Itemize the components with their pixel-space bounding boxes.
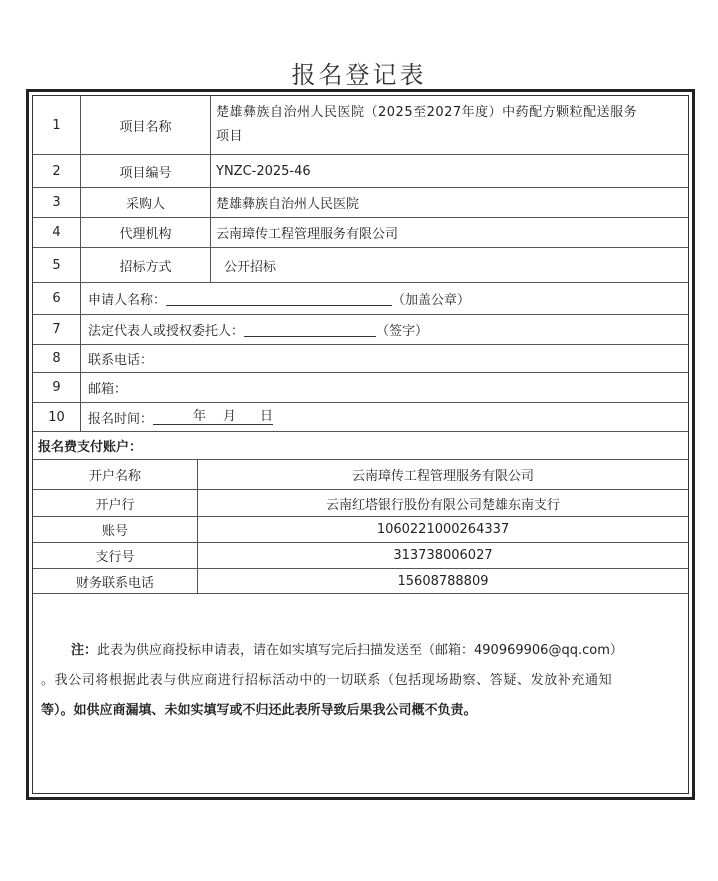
day-label: 日: [260, 409, 274, 424]
account-number-value: 1060221000264337: [376, 522, 510, 537]
month-label: 月: [223, 409, 237, 424]
row-6-number: 6: [52, 291, 61, 306]
branch-number-value: 313738006027: [393, 548, 493, 563]
representative-row: [88, 315, 428, 344]
bank-label: 开户行: [95, 497, 135, 513]
payment-account-heading: 报名费支付账户：: [38, 440, 143, 455]
account-name-value: 云南璋传工程管理服务有限公司: [351, 469, 534, 484]
form-table: [32, 95, 689, 794]
applicant-name-label: 申请人名称：: [88, 293, 167, 308]
account-name-label: 开户名称: [88, 469, 141, 484]
contact-phone-label: 联系电话：: [88, 353, 154, 368]
row-8-number: 8: [52, 351, 61, 366]
project-name-line2: 项目: [216, 129, 244, 144]
row-10-number: 10: [48, 409, 65, 425]
applicant-name-row: [88, 283, 470, 314]
row-9-number: 9: [52, 380, 61, 395]
note-text-3: 等）。: [41, 703, 74, 718]
project-name-value: [216, 96, 688, 154]
agency-value: 云南璋传工程管理服务有限公司: [216, 227, 399, 242]
year-label: 年: [193, 409, 207, 424]
applicant-seal-note: （加盖公章）: [392, 293, 471, 308]
row-4-label: 代理机构: [119, 227, 172, 242]
form-frame: [26, 89, 695, 800]
bidding-method-value: 公开招标: [224, 259, 277, 275]
purchaser-value: 楚雄彝族自治州人民医院: [216, 197, 360, 212]
registration-time-row: [88, 403, 273, 431]
row-1-number: 1: [52, 117, 61, 133]
row-1-label: 项目名称: [119, 119, 172, 135]
branch-number-label: 支行号: [95, 550, 135, 565]
registration-date-blank[interactable]: [153, 409, 273, 425]
finance-phone-value: 15608788809: [397, 573, 489, 589]
representative-label: 法定代表人或授权委托人：: [88, 324, 245, 339]
representative-sign-note: （签字）: [376, 324, 429, 339]
registration-time-label: 报名时间：: [88, 411, 154, 427]
project-name-line1: 楚雄彝族自治州人民医院（2025至2027年度）中药配方颗粒配送服务: [216, 105, 638, 120]
account-number-label: 账号: [101, 524, 128, 539]
row-2-label: 项目编号: [119, 165, 172, 181]
note-line-1: [41, 636, 687, 666]
applicant-name-blank[interactable]: [166, 291, 392, 306]
note-block: [41, 636, 687, 726]
row-4-number: 4: [52, 225, 61, 240]
email-label: 邮箱：: [88, 382, 128, 397]
bank-value: 云南红塔银行股份有限公司楚雄东南支行: [325, 497, 560, 513]
row-3-number: 3: [52, 195, 61, 210]
row-5-number: 5: [52, 257, 61, 273]
finance-phone-label: 财务联系电话: [75, 575, 154, 591]
project-number-value: YNZC-2025-46: [216, 163, 311, 179]
representative-blank[interactable]: [244, 322, 376, 337]
note-text-1: 此表为供应商投标申请表，请在如实填写完后扫描发送至（邮箱：490969906@qq.com）: [97, 643, 623, 658]
note-line-3: [41, 696, 687, 726]
row-3-label: 采购人: [125, 197, 165, 212]
row-5-label: 招标方式: [119, 259, 172, 275]
note-disclaimer: 如供应商漏填、未如实填写或不归还此表所导致后果我公司概不负责。: [73, 703, 477, 718]
row-7-number: 7: [52, 322, 61, 337]
form-title: 报名登记表: [291, 61, 427, 89]
note-label: 注：: [71, 643, 98, 658]
note-text-2: 。我公司将根据此表与供应商进行招标活动中的一切联系（包括现场勘察、答疑、发放补充通知: [41, 673, 613, 688]
row-2-number: 2: [52, 163, 61, 179]
